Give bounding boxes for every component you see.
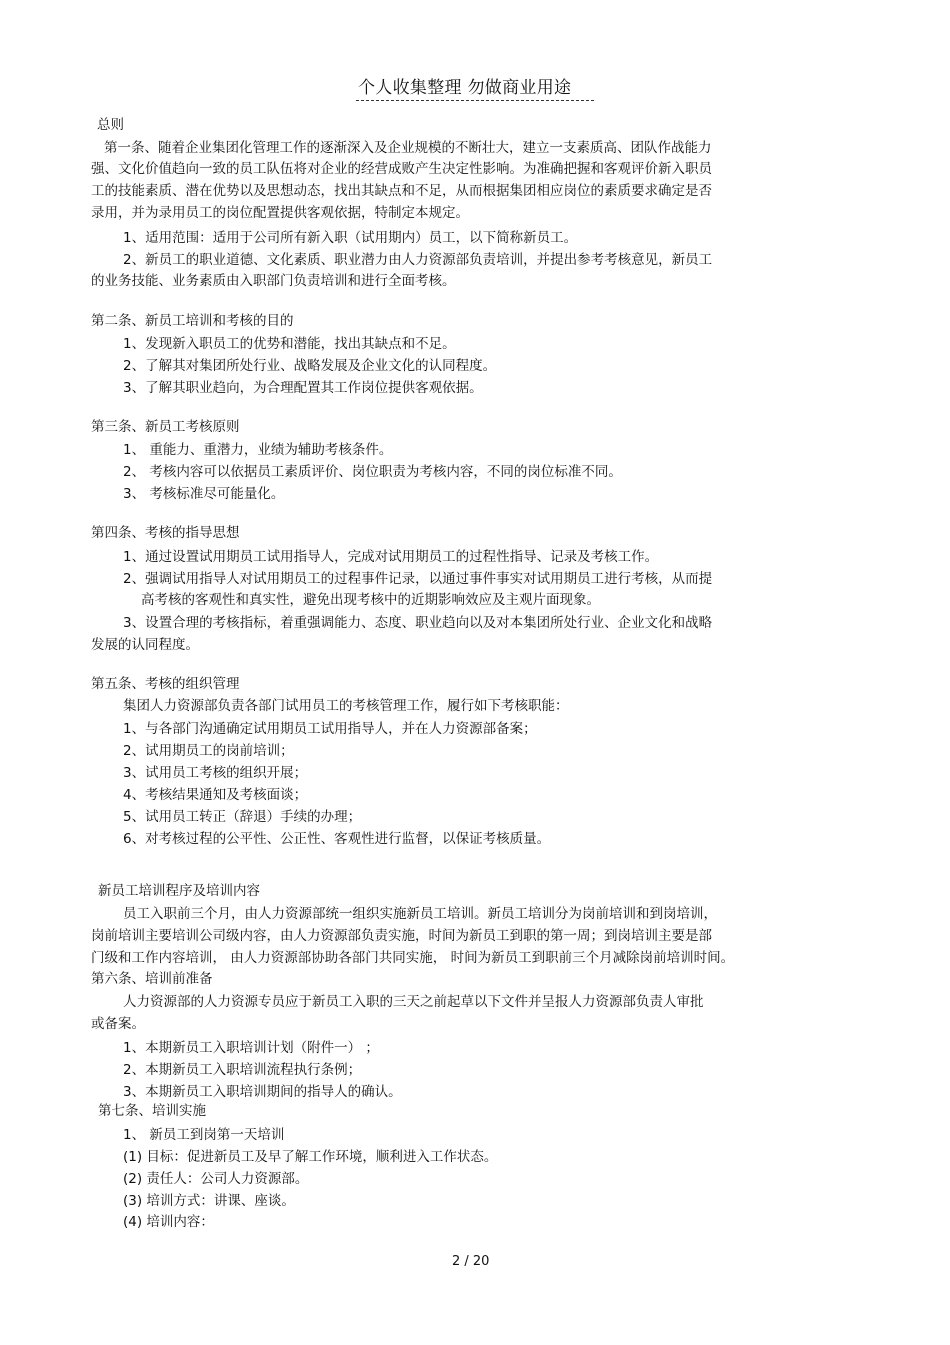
text-line: 1、 新员工到岗第一天培训 (123, 1127, 285, 1143)
text-line: (2) 责任人：公司人力资源部。 (123, 1171, 309, 1187)
text-line: 3、试用员工考核的组织开展； (123, 765, 308, 781)
text-line: 3、设置合理的考核指标，着重强调能力、态度、职业趋向以及对本集团所处行业、企业文化和战略 (123, 615, 713, 631)
text-line: 2、本期新员工入职培训流程执行条例； (123, 1062, 362, 1078)
text-line: 2、强调试用指导人对试用期员工的过程事件记录，以通过事件事实对试用期员工进行考核，从而提 (123, 571, 713, 587)
text-line: 门级和工作内容培训， 由人力资源部协助各部门共同实施， 时间为新员工到职前三个月减除岗前培训时间。 (91, 950, 735, 966)
text-line: (3) 培训方式：讲课、座谈。 (123, 1193, 295, 1209)
text-line: 第一条、随着企业集团化管理工作的逐渐深入及企业规模的不断壮大，建立一支素质高、团队作战能力 (104, 140, 712, 156)
text-line: 2、了解其对集团所处行业、战略发展及企业文化的认同程度。 (123, 358, 497, 374)
text-line: 的业务技能、业务素质由入职部门负责培训和进行全面考核。 (91, 273, 456, 289)
text-line: 2、试用期员工的岗前培训； (123, 743, 294, 759)
text-line: 集团人力资源部负责各部门试用员工的考核管理工作，履行如下考核职能： (123, 698, 569, 714)
text-line: 第六条、培训前准备 (91, 971, 213, 987)
text-line: 发展的认同程度。 (91, 637, 199, 653)
text-line: 录用，并为录用员工的岗位配置提供客观依据，特制定本规定。 (91, 205, 469, 221)
text-line: (4) 培训内容： (123, 1214, 214, 1230)
text-line: (1) 目标：促进新员工及早了解工作环境，顺利进入工作状态。 (123, 1149, 498, 1165)
text-line: 第三条、新员工考核原则 (91, 419, 240, 435)
text-line: 6、对考核过程的公平性、公正性、客观性进行监督，以保证考核质量。 (123, 831, 551, 847)
text-line: 第七条、培训实施 (98, 1103, 206, 1119)
text-line: 第二条、新员工培训和考核的目的 (91, 313, 294, 329)
text-line: 人力资源部的人力资源专员应于新员工入职的三天之前起草以下文件并呈报人力资源部负责人审批 (123, 994, 704, 1010)
page-number: 2 / 20 (452, 1254, 490, 1269)
text-line: 2、新员工的职业道德、文化素质、职业潜力由人力资源部负责培训，并提出参考考核意见，新员工 (123, 252, 713, 268)
text-line: 3、本期新员工入职培训期间的指导人的确认。 (123, 1084, 402, 1100)
text-line: 1、适用范围：适用于公司所有新入职（试用期内）员工，以下简称新员工。 (123, 230, 578, 246)
text-line: 员工入职前三个月，由人力资源部统一组织实施新员工培训。新员工培训分为岗前培训和到岗培训， (123, 906, 717, 922)
text-line: 3、 考核标准尽可能量化。 (123, 486, 285, 502)
text-line: 1、发现新入职员工的优势和潜能，找出其缺点和不足。 (123, 336, 456, 352)
text-line: 2、 考核内容可以依据员工素质评价、岗位职责为考核内容，不同的岗位标准不同。 (123, 464, 622, 480)
text-line: 4、考核结果通知及考核面谈； (123, 787, 308, 803)
text-line: 总则 (97, 117, 124, 133)
text-line: 工的技能素质、潜在优势以及思想动态，找出其缺点和不足，从而根据集团相应岗位的素质要求确定是否 (91, 183, 712, 199)
header-rule (356, 100, 594, 101)
text-line: 第五条、考核的组织管理 (91, 676, 240, 692)
text-line: 强、文化价值趋向一致的员工队伍将对企业的经营成败产生决定性影响。为准确把握和客观评价新入职员 (91, 161, 712, 177)
text-line: 1、通过设置试用期员工试用指导人，完成对试用期员工的过程性指导、记录及考核工作。 (123, 549, 659, 565)
text-line: 1、本期新员工入职培训计划（附件一） ； (123, 1040, 379, 1056)
text-line: 新员工培训程序及培训内容 (98, 883, 260, 899)
text-line: 1、 重能力、重潜力，业绩为辅助考核条件。 (123, 442, 393, 458)
text-line: 1、与各部门沟通确定试用期员工试用指导人，并在人力资源部备案； (123, 721, 537, 737)
text-line: 3、了解其职业趋向，为合理配置其工作岗位提供客观依据。 (123, 380, 483, 396)
text-line: 岗前培训主要培训公司级内容，由人力资源部负责实施，时间为新员工到职的第一周；到岗培训主要是部 (91, 928, 712, 944)
text-line: 第四条、考核的指导思想 (91, 525, 240, 541)
page-header: 个人收集整理 勿做商业用途 (358, 78, 572, 98)
text-line: 或备案。 (91, 1016, 145, 1032)
text-line: 高考核的客观性和真实性，避免出现考核中的近期影响效应及主观片面现象。 (141, 592, 600, 608)
text-line: 5、试用员工转正（辞退）手续的办理； (123, 809, 362, 825)
